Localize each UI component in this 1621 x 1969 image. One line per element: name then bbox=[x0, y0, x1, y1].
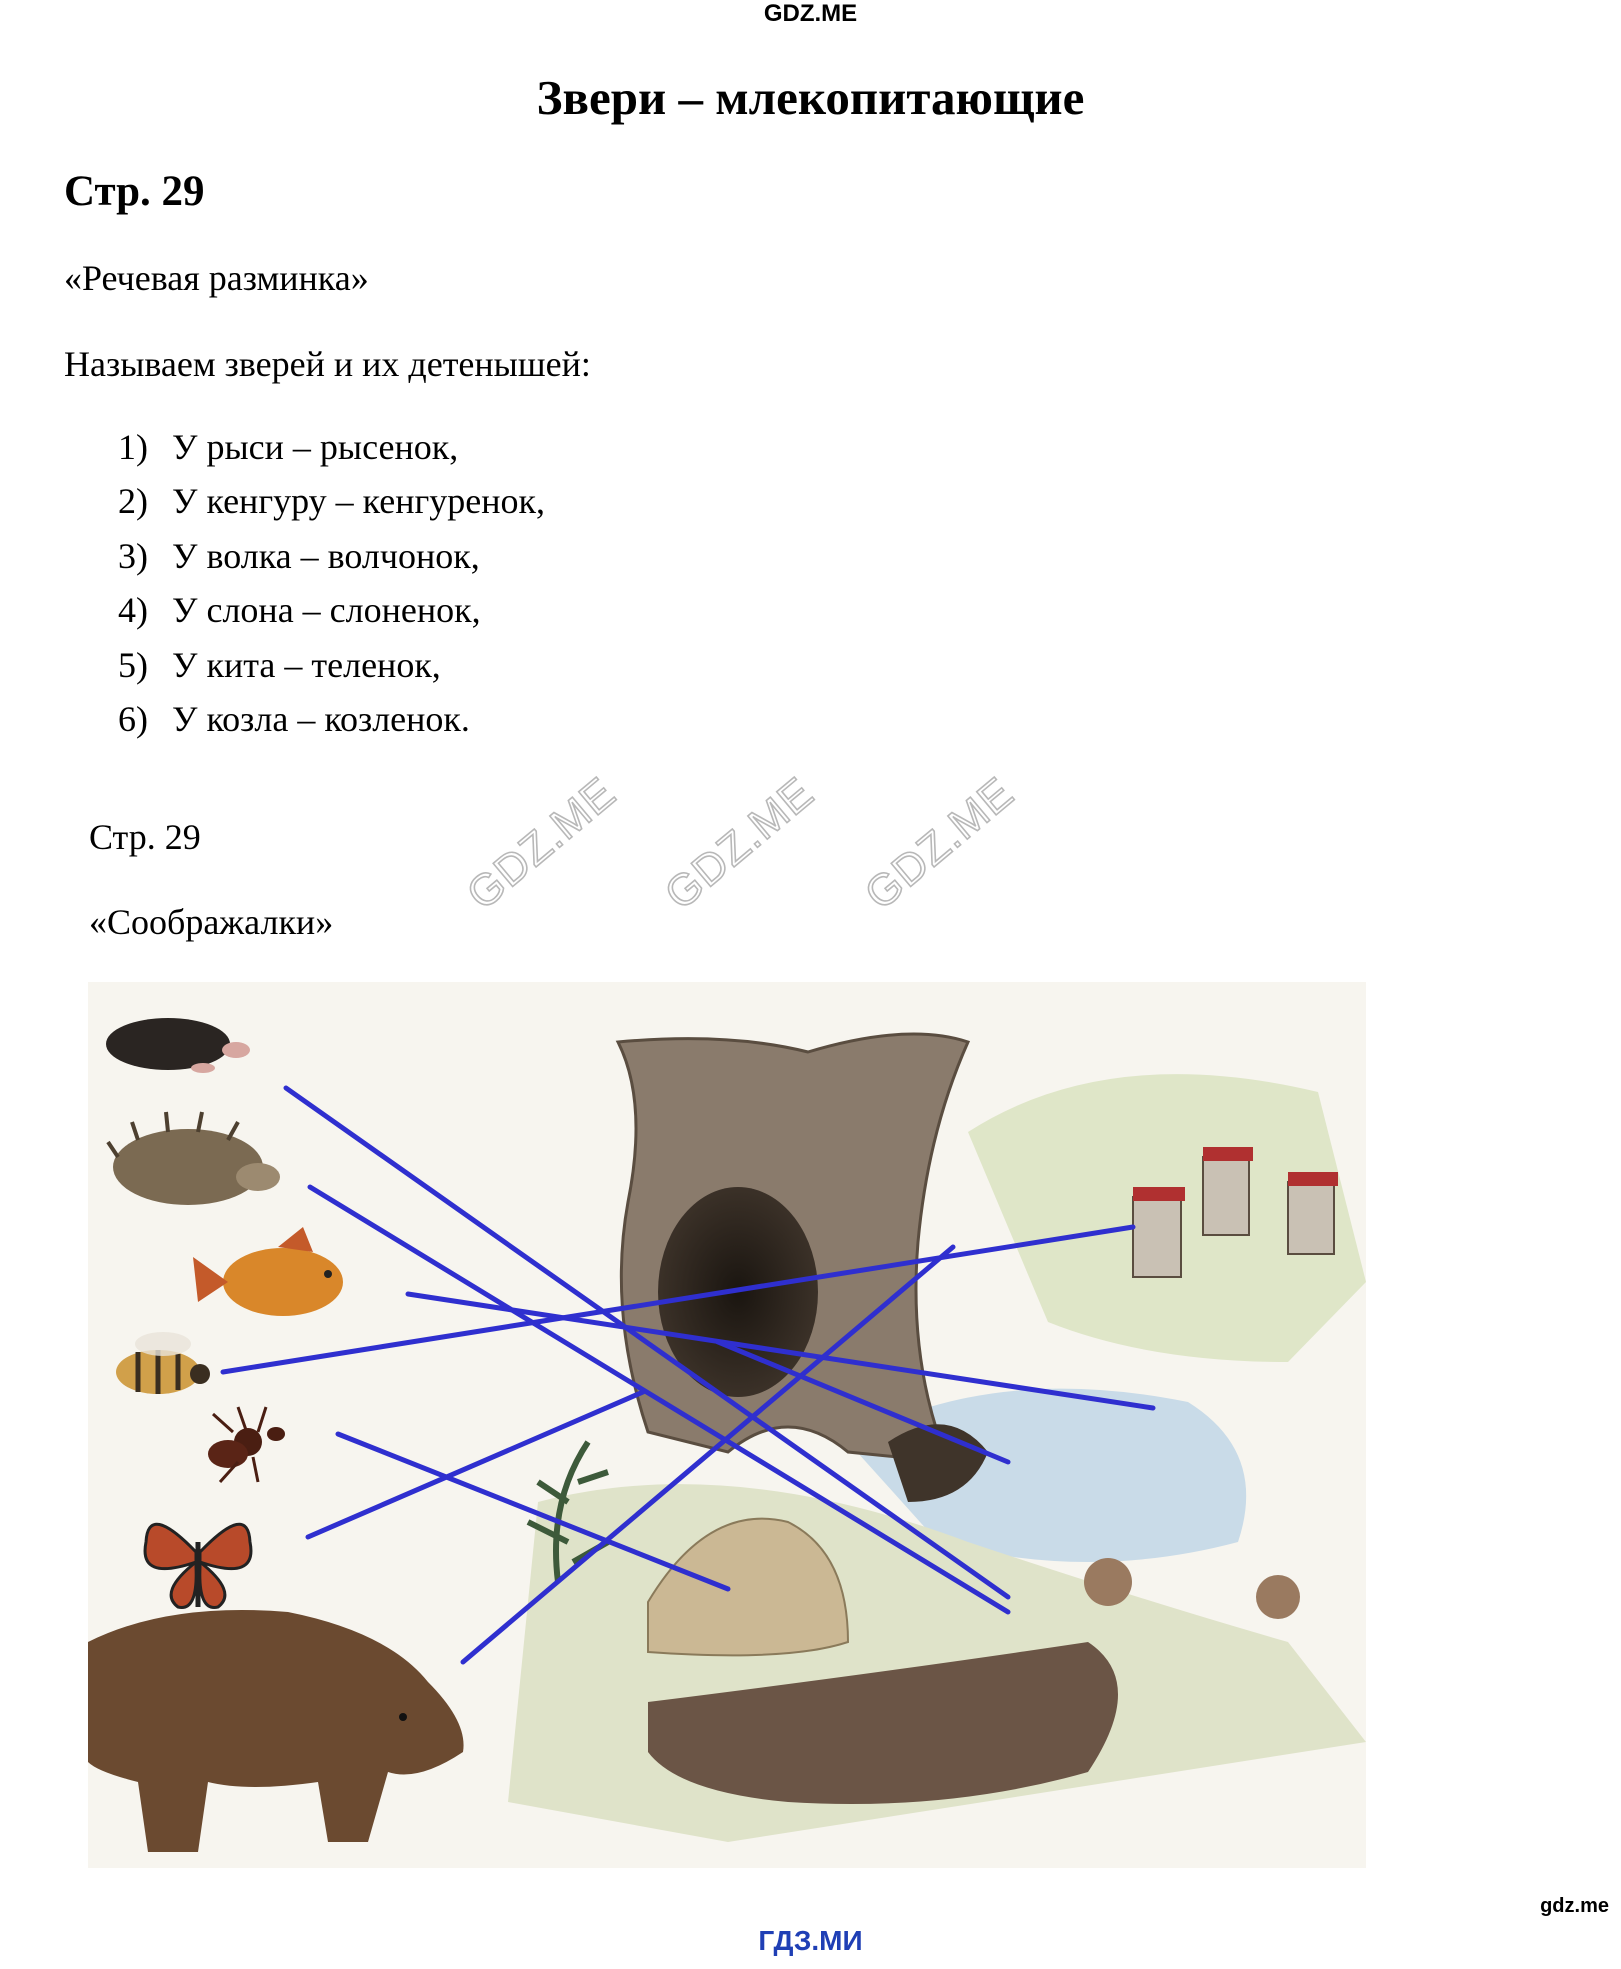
intro-text: Называем зверей и их детенышей: bbox=[64, 344, 591, 384]
list-item: 3) У волка – волчонок, bbox=[118, 535, 480, 576]
page-title: Звери – млекопитающие bbox=[536, 70, 1085, 125]
animal-young-list bbox=[118, 420, 545, 746]
watermark-text: GDZ.ME bbox=[855, 767, 1024, 920]
list-item: 4) У слона – слоненок, bbox=[118, 590, 481, 631]
watermark-text: GDZ.ME bbox=[655, 767, 824, 920]
site-watermark-bottom[interactable]: ГДЗ.МИ bbox=[758, 1925, 863, 1956]
site-watermark-corner[interactable]: gdz.me bbox=[1540, 1895, 1609, 1917]
list-item: 5) У кита – теленок, bbox=[118, 644, 441, 685]
page-number-heading: Стр. 29 bbox=[64, 168, 205, 215]
section-subtitle-puzzles: «Соображалки» bbox=[89, 902, 334, 942]
watermark-text: GDZ.ME bbox=[457, 767, 626, 920]
section-subtitle-warmup: «Речевая разминка» bbox=[64, 258, 369, 298]
matching-illustration bbox=[88, 982, 1366, 1868]
site-watermark-top[interactable]: GDZ.ME bbox=[763, 0, 858, 27]
list-item: 1) У рыси – рысенок, bbox=[118, 427, 459, 467]
list-item: 6) У козла – козленок. bbox=[118, 698, 470, 739]
list-item: 2) У кенгуру – кенгуренок, bbox=[118, 481, 545, 522]
page-number-label-2: Стр. 29 bbox=[89, 817, 201, 857]
